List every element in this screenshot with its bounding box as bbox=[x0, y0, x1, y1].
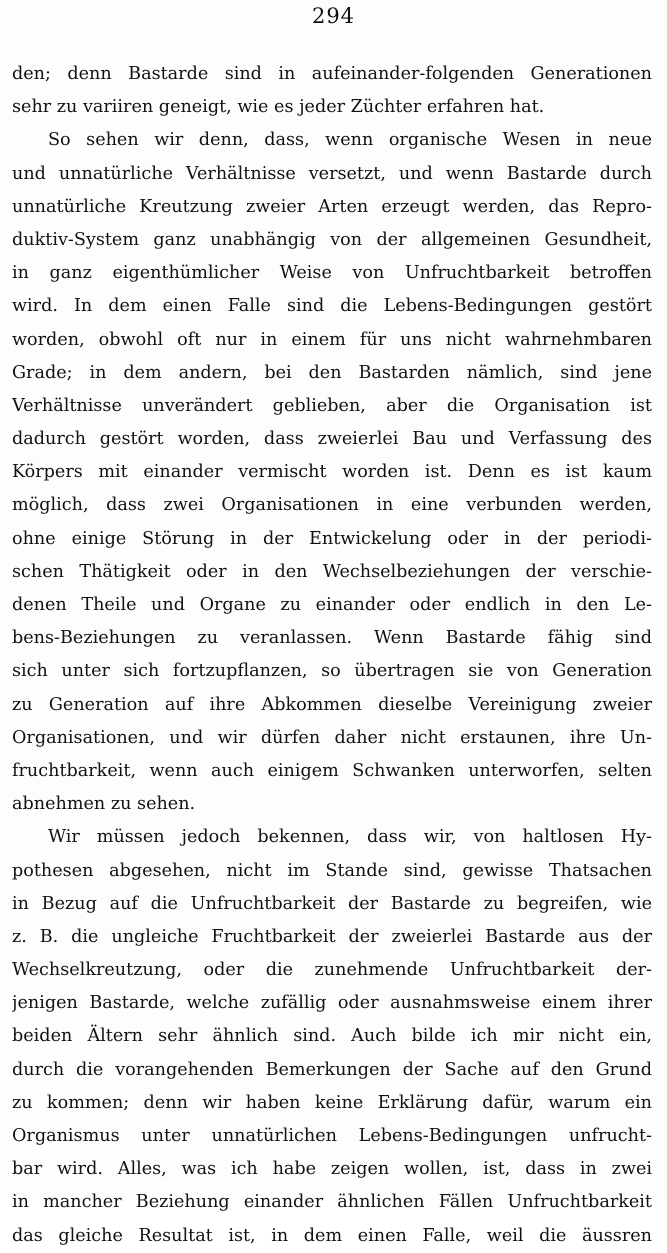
text-line: sich unter sich fortzupflanzen, so übertragen sie von Generation bbox=[12, 661, 652, 682]
text-line: worden, obwohl oft nur in einem für uns nicht wahrnehmbaren bbox=[12, 329, 652, 350]
text-line: beiden Ältern sehr ähnlich sind. Auch bilde ich mir nicht ein, bbox=[12, 1026, 652, 1047]
text-line: Wechselkreutzung, oder die zunehmende Unfruchtbarkeit der- bbox=[12, 960, 652, 981]
text-line: abnehmen zu sehen. bbox=[12, 794, 196, 815]
text-line: den; denn Bastarde sind in aufeinander-folgenden Generationen bbox=[12, 64, 652, 84]
text-line: Organismus unter unnatürlichen Lebens-Bedingungen unfrucht- bbox=[12, 1126, 652, 1146]
text-line: wird. In dem einen Falle sind die Lebens-Bedingungen gestört bbox=[12, 296, 652, 317]
text-line: durch die vorangehenden Bemerkungen der Sache auf den Grund bbox=[12, 1059, 652, 1080]
text-line: in mancher Beziehung einander ähnlichen Fällen Unfruchtbarkeit bbox=[12, 1192, 652, 1213]
text-line: denen Theile und Organe zu einander oder endlich in den Le- bbox=[12, 595, 652, 615]
text-line: bar wird. Alles, was ich habe zeigen wollen, ist, dass in zwei bbox=[12, 1159, 652, 1180]
text-line: duktiv-System ganz unabhängig von der allgemeinen Gesundheit, bbox=[12, 229, 652, 250]
text-line: schen Thätigkeit oder in den Wechselbeziehungen der verschie- bbox=[12, 561, 652, 582]
text-line: fruchtbarkeit, wenn auch einigem Schwanken unterworfen, selten bbox=[12, 760, 652, 781]
text-line: möglich, dass zwei Organisationen in eine verbunden werden, bbox=[12, 495, 652, 516]
text-line: sehr zu variiren geneigt, wie es jeder Züchter erfahren hat. bbox=[12, 97, 545, 118]
text-line: das gleiche Resultat ist, in dem einen Falle, weil die äussren bbox=[12, 1225, 652, 1246]
text-line: zu kommen; denn wir haben keine Erklärung dafür, warum ein bbox=[12, 1092, 652, 1113]
text-line: unnatürliche Kreutzung zweier Arten erzeugt werden, das Repro- bbox=[12, 196, 652, 217]
text-line: Grade; in dem andern, bei den Bastarden nämlich, sind jene bbox=[12, 362, 652, 383]
body-text bbox=[12, 58, 652, 1253]
text-line: pothesen abgesehen, nicht im Stande sind, gewisse Thatsachen bbox=[12, 860, 652, 881]
text-line: zu Generation auf ihre Abkommen dieselbe Vereinigung zweier bbox=[12, 694, 652, 715]
text-line: dadurch gestört worden, dass zweierlei Bau und Verfassung des bbox=[12, 429, 652, 450]
text-line: ohne einige Störung in der Entwickelung oder in der periodi- bbox=[12, 528, 652, 549]
text-line: Verhältnisse unverändert geblieben, aber die Organisation ist bbox=[12, 395, 652, 416]
page-number: 294 bbox=[311, 4, 356, 28]
text-line: bens-Beziehungen zu veranlassen. Wenn Bastarde fähig sind bbox=[12, 628, 652, 649]
text-line: in Bezug auf die Unfruchtbarkeit der Bastarde zu begreifen, wie bbox=[12, 893, 652, 914]
text-line: Organisationen, und wir dürfen daher nicht erstaunen, ihre Un- bbox=[12, 727, 652, 748]
text-line: und unnatürliche Verhältnisse versetzt, und wenn Bastarde durch bbox=[12, 163, 652, 184]
text-line: Körpers mit einander vermischt worden ist. Denn es ist kaum bbox=[12, 462, 652, 483]
text-line: So sehen wir denn, dass, wenn organische Wesen in neue bbox=[48, 130, 652, 151]
text-line: in ganz eigenthümlicher Weise von Unfruchtbarkeit betroffen bbox=[12, 263, 652, 284]
text-line: jenigen Bastarde, welche zufällig oder ausnahmsweise einem ihrer bbox=[12, 993, 652, 1014]
text-line: Wir müssen jedoch bekennen, dass wir, von haltlosen Hy- bbox=[48, 827, 652, 848]
text-line: z. B. die ungleiche Fruchtbarkeit der zweierlei Bastarde aus der bbox=[12, 926, 652, 947]
